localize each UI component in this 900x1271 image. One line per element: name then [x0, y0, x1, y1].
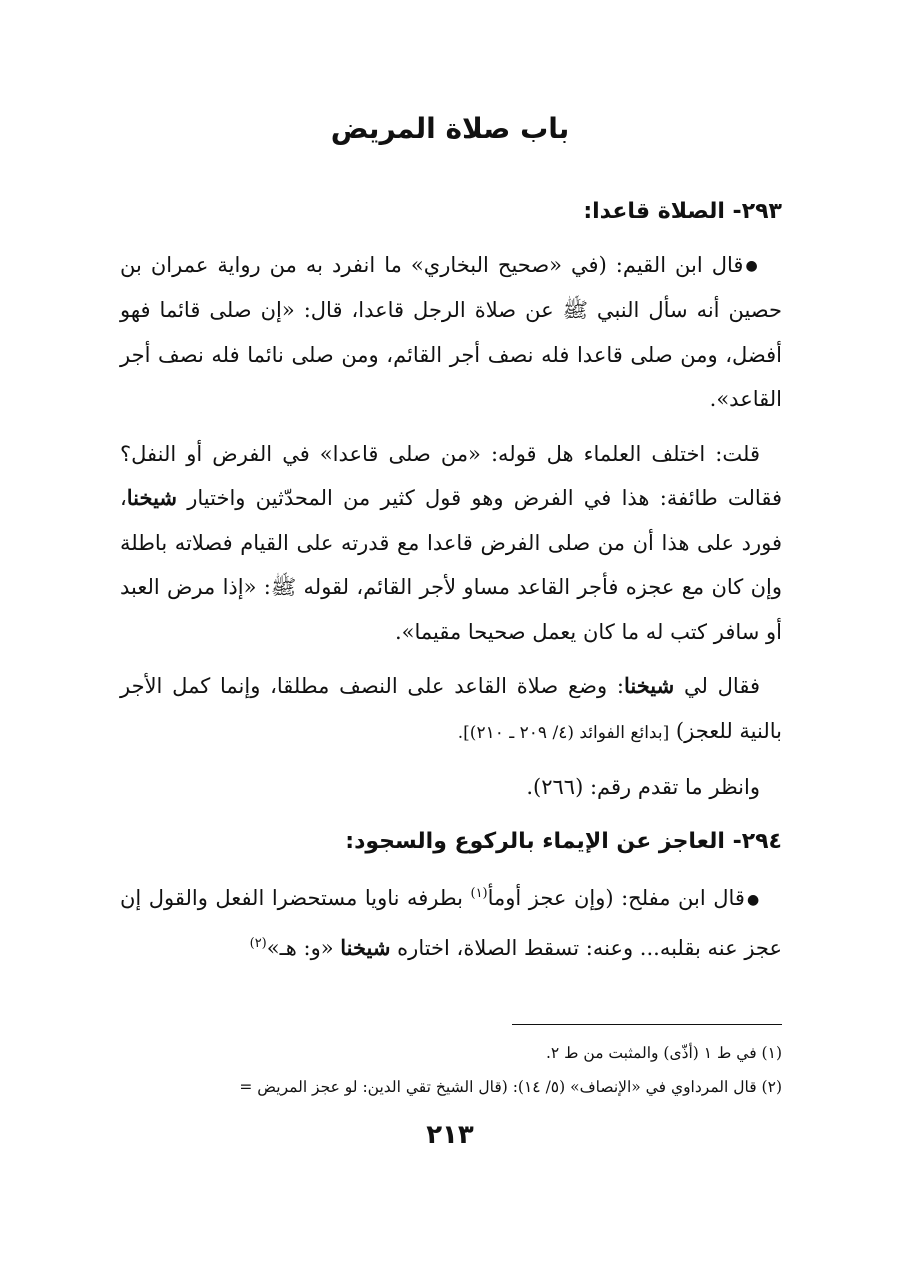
footnote-marker-1: (١) [470, 886, 488, 902]
paragraph-text: وانظر ما تقدم رقم: (٢٦٦). [526, 775, 760, 800]
paragraph-cross-reference [120, 765, 782, 810]
section-heading-294: ٢٩٤- العاجز عن الإيماء بالركوع والسجود: [345, 828, 782, 854]
paragraph-shaykh-said [120, 664, 782, 755]
paragraph-text: قلت: اختلف العلماء هل قوله: «من صلى قاعدا» في الفرض أو النفل؟ فقالت طائفة: هذا في الفرض وهو قول كثير من المحدّثين واختيار [120, 441, 782, 511]
paragraph-text: قال ابن القيم: (في «صحيح البخاري» ما انفرد به من رواية عمران بن حصين أنه سأل النبي ﷺ عن صلاة الرجل قاعدا، قال: «إن صلى قائما فهو أفضل، ومن صلى قاعدا فله نصف أجر القائم، ومن صلى نائما فله نصف أجر القاعد». [120, 252, 782, 412]
paragraph-text: ، فورد على هذا أن من صلى الفرض قاعدا مع قدرته على القيام فصلاته باطلة وإن كان مع عجزه فأجر القاعد مساو لأجر القائم، لقوله ﷺ: «إذا مرض العبد أو سافر كتب له ما كان يعمل صحيحا مقيما». [120, 486, 782, 644]
paragraph-text: فقال لي [683, 674, 760, 699]
bold-term-shaykhuna: شيخنا [126, 485, 178, 511]
footnotes [120, 1036, 782, 1104]
paragraph-text: بطرفه ناويا مستحضرا الفعل والقول إن عجز عنه بقلبه... وعنه: تسقط الصلاة، اختاره [120, 886, 782, 960]
footnote-1: (١) في ط ١ (أذّى) والمثبت من ط ٢. [545, 1044, 782, 1062]
paragraph-scholars-differ [120, 432, 782, 655]
section-heading-293: ٢٩٣- الصلاة قاعدا: [583, 199, 782, 224]
chapter-title: باب صلاة المريض [330, 112, 570, 145]
page-number: ٢١٣ [426, 1120, 474, 1150]
paragraph-text: : وضع صلاة القاعد على النصف مطلقا، وإنما كمل الأجر بالنية للعجز) [120, 674, 782, 743]
paragraph-ibn-qayyim [120, 243, 782, 422]
source-reference: [بدائع الفوائد (٤/ ٢٠٩ ـ ٢١٠)]. [457, 722, 670, 743]
body-text [120, 190, 782, 981]
footnote-2: (٢) قال المرداوي في «الإنصاف» (٥/ ١٤): (قال الشيخ تقي الدين: لو عجز المريض = [239, 1078, 782, 1096]
paragraph-text: قال ابن مفلح: (وإن عجز أومأ [487, 886, 745, 911]
paragraph-text: «و: هـ» [266, 936, 341, 960]
paragraph-ibn-muflih [120, 872, 782, 970]
footnote-divider [512, 1024, 782, 1025]
bold-term-shaykhuna: شيخنا [623, 673, 675, 699]
bold-term-shaykhuna: شيخنا [340, 935, 391, 960]
footnote-marker-2: (٢) [249, 936, 267, 951]
